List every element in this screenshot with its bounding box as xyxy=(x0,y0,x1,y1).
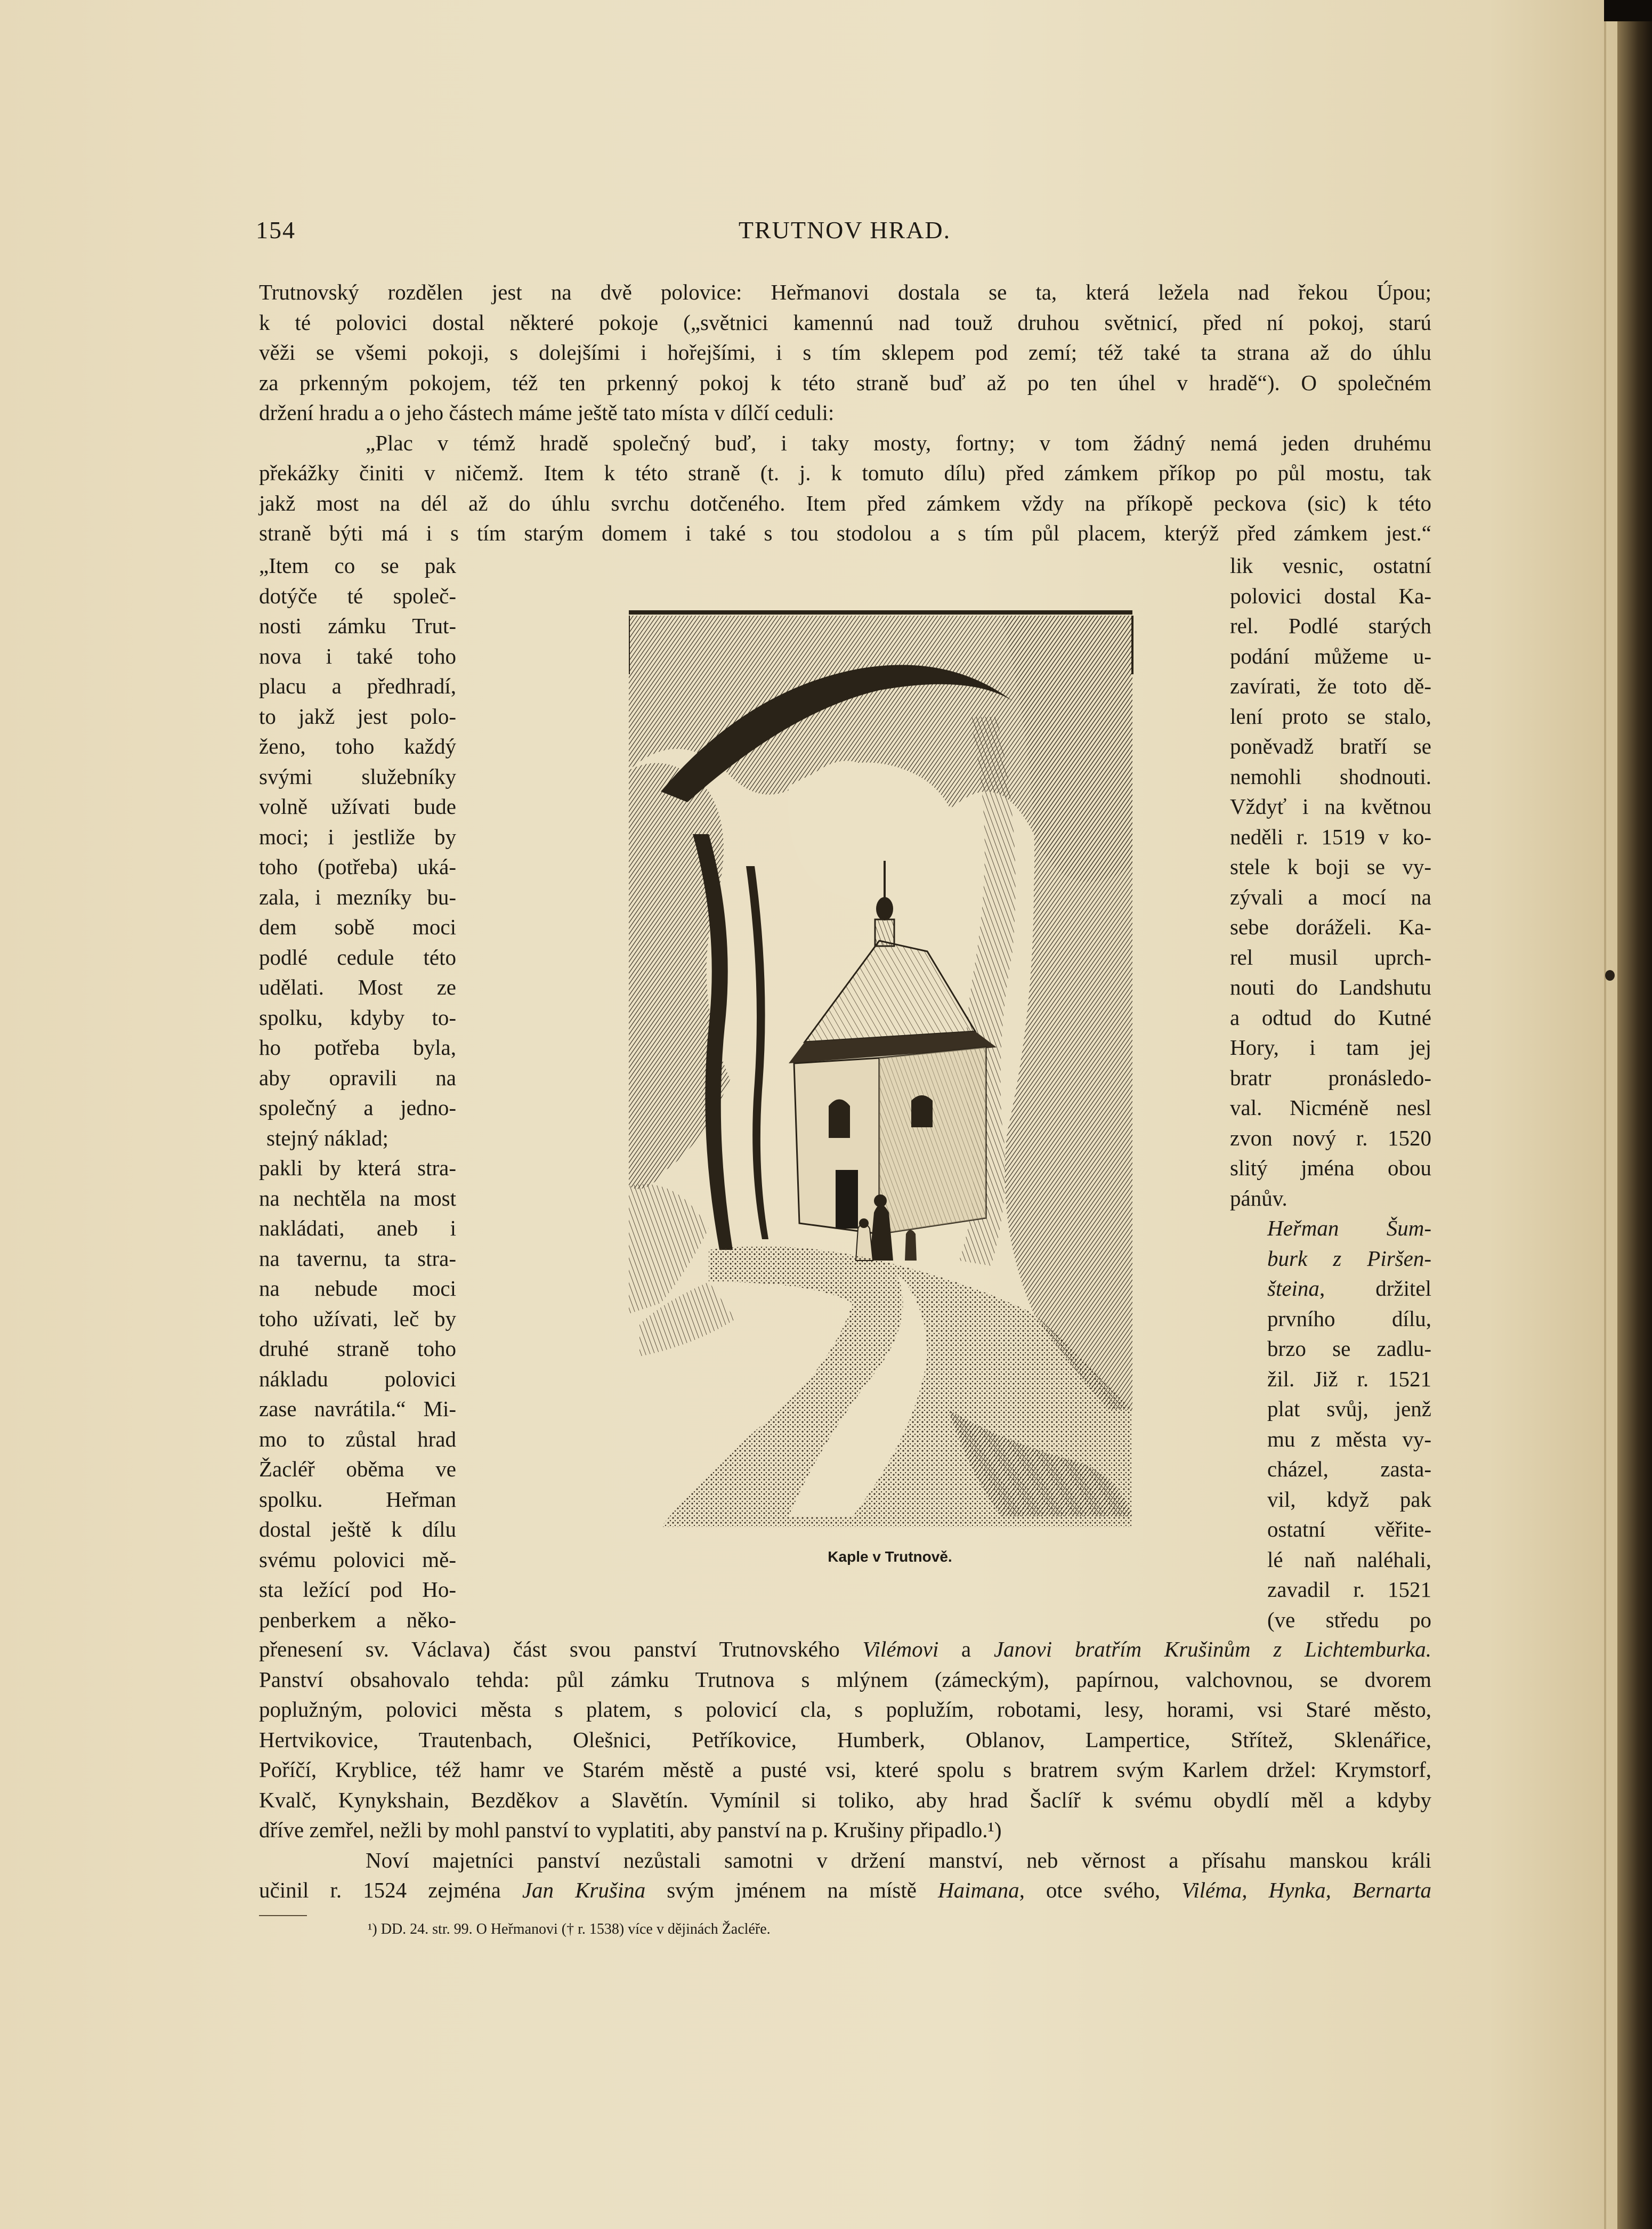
column-line: rel. Podlé starých xyxy=(1230,613,1431,638)
person-name: Jan Krušina xyxy=(522,1878,646,1902)
text-line xyxy=(259,1634,1431,1665)
column-line: (ve středu po xyxy=(1267,1607,1431,1632)
column-line: val. Nicméně nesl xyxy=(1230,1095,1431,1120)
text-run: otce svého, xyxy=(1024,1878,1182,1902)
column-line: vil, když pak xyxy=(1267,1487,1431,1512)
text-run: svým jménem na místě xyxy=(645,1878,938,1902)
column-line: moci; i jestliže by xyxy=(259,824,456,849)
column-line: plat svůj, jenž xyxy=(1267,1396,1431,1421)
column-line: toho (potřeba) uká- xyxy=(259,854,456,879)
column-line: žil. Již r. 1521 xyxy=(1267,1366,1431,1391)
column-line: druhé straně toho xyxy=(259,1336,456,1361)
column-line: dotýče té společ- xyxy=(259,583,456,608)
column-line: nakládati, aneb i xyxy=(259,1216,456,1240)
column-line-italic xyxy=(1230,1213,1431,1243)
column-line: na nechtěla na most xyxy=(259,1185,456,1210)
column-line: lení proto se stalo, xyxy=(1230,704,1431,729)
book-edge xyxy=(1617,0,1652,2229)
column-line: svému polovici mě- xyxy=(259,1547,456,1572)
right-column xyxy=(1230,551,1431,1635)
ink-spot xyxy=(1605,970,1615,981)
text-line: Poříčí, Kryblice, též hamr ve Starém městě a pusté vsi, které spolu s bratrem svým Karlem držel: Krymstorf, xyxy=(259,1757,1431,1782)
column-line: Vždyť i na květnou xyxy=(1230,794,1431,819)
engraving-chapel-illustration xyxy=(629,610,1167,1540)
person-name: Haimana, xyxy=(937,1878,1025,1902)
person-name: burk z Piršen- xyxy=(1267,1246,1431,1271)
column-line: sta ležící pod Ho- xyxy=(259,1577,456,1602)
column-line: penberkem a něko- xyxy=(259,1607,456,1632)
top-paragraph xyxy=(259,277,1431,548)
column-line-italic xyxy=(1230,1243,1431,1274)
column-line: polovici dostal Ka- xyxy=(1230,583,1431,608)
column-text: , držitel xyxy=(1319,1276,1431,1301)
text-line: Panství obsahovalo tehda: půl zámku Trutnova s mlýnem (zámeckým), papírnou, valchovnou, se dvorem xyxy=(259,1667,1431,1692)
column-line: „Item co se pak xyxy=(259,553,456,578)
text-line: držení hradu a o jeho částech máme ještě tato místa v dílčí ceduli: xyxy=(259,400,835,425)
running-title: TRUTNOV HRAD. xyxy=(738,216,951,244)
column-line: sebe doráželi. Ka- xyxy=(1230,915,1431,939)
quote-line: překážky činiti v ničemž. Item k této straně (t. j. k tomuto dílu) před zámkem příkop po půl mostu, tak xyxy=(259,461,1431,485)
person-name: šteina xyxy=(1267,1276,1319,1301)
text-line: věži se všemi pokoji, s dolejšími i hořejšími, i s tím sklepem pod zemí; též také ta strana až do úhlu xyxy=(259,340,1431,365)
column-line: nova i také toho xyxy=(259,643,456,668)
column-line: ostatní věřite- xyxy=(1267,1517,1431,1541)
figure-caption: Kaple v Trutnově. xyxy=(828,1548,952,1565)
column-line: pánův. xyxy=(1230,1185,1287,1210)
column-line: placu a předhradí, xyxy=(259,674,456,698)
page-header xyxy=(256,211,1434,248)
column-line: bratr pronásledo- xyxy=(1230,1065,1431,1090)
column-line: prvního dílu, xyxy=(1267,1306,1431,1331)
text-line: poplužným, polovici města s platem, s polovicí cla, s poplužím, robotami, lesy, horami, vsi Staré město, xyxy=(259,1697,1431,1722)
column-line: lé naň naléhali, xyxy=(1267,1547,1431,1572)
page-fold xyxy=(1604,0,1606,2229)
text-line: Noví majetníci panství nezůstali samotni v držení manství, neb věrnost a přísahu manskou králi xyxy=(366,1847,1431,1872)
column-line: stejný náklad; xyxy=(266,1125,388,1150)
column-line: nouti do Landshutu xyxy=(1230,975,1431,999)
column-line: podání můžeme u- xyxy=(1230,643,1431,668)
column-line: a odtud do Kutné xyxy=(1230,1005,1431,1030)
column-line: pakli by která stra- xyxy=(259,1156,456,1180)
column-line: cházel, zasta- xyxy=(1267,1457,1431,1481)
column-line: dem sobě moci xyxy=(259,915,456,939)
text-line: k té polovici dostal některé pokoje („světnici kamennú nad touž druhou světnicí, před ní pokoj, starú xyxy=(259,310,1431,335)
column-line: ho potřeba byla, xyxy=(259,1035,456,1060)
corner-shadow xyxy=(1604,0,1652,21)
person-name: Janovi bratřím Krušinům z Lichtemburka. xyxy=(993,1637,1431,1661)
column-line: volně užívati bude xyxy=(259,794,456,819)
text-line: za prkenným pokojem, též ten prkenný pokoj k této straně buď až po ten úhel v hradě“). O společném xyxy=(259,370,1431,395)
person-name: Vilémovi xyxy=(862,1637,939,1661)
column-line: ženo, toho každý xyxy=(259,734,456,758)
column-line: nemohli shodnouti. xyxy=(1230,764,1431,789)
column-line: brzo se zadlu- xyxy=(1267,1336,1431,1361)
column-line: nosti zámku Trut- xyxy=(259,613,456,638)
column-line: mu z města vy- xyxy=(1267,1426,1431,1451)
text-line: Trutnovský rozdělen jest na dvě polovice: Heřmanovi dostala se ta, která ležela nad řekou Úpou; xyxy=(259,280,1431,304)
column-line: zavírati, že toto dě- xyxy=(1230,674,1431,698)
column-line: zase navrátila.“ Mi- xyxy=(259,1396,456,1421)
column-line: na nebude moci xyxy=(259,1276,456,1301)
column-line: dostal ještě k dílu xyxy=(259,1517,456,1541)
page-number: 154 xyxy=(256,216,296,244)
footnote: ¹) DD. 24. str. 99. O Heřmanovi († r. 1538) více v dějinách Žacléře. xyxy=(368,1921,771,1937)
column-line: zývali a mocí na xyxy=(1230,884,1431,909)
column-line: zala, i mezníky bu- xyxy=(259,884,456,909)
text-line: dříve zemřel, nežli by mohl panství to vyplatiti, aby panství na p. Krušiny připadlo.¹) xyxy=(259,1818,1002,1842)
column-line: neděli r. 1519 v ko- xyxy=(1230,824,1431,849)
column-line: Žacléř oběma ve xyxy=(259,1457,456,1481)
person-name: Heřman Šum- xyxy=(1267,1216,1431,1240)
column-line: spolku, kdyby to- xyxy=(259,1005,456,1030)
column-line: aby opravili na xyxy=(259,1065,456,1090)
quote-line: jakž most na dél až do úhlu svrchu dotčeného. Item před zámkem vždy na příkopě peckova (sic) k této xyxy=(259,490,1431,515)
text-line: Hertvikovice, Trautenbach, Olešnici, Petříkovice, Humberk, Oblanov, Lampertice, Střítež, Sklenářice, xyxy=(259,1727,1431,1752)
quote-line: „Plac v témž hradě společný buď, i taky mosty, fortny; v tom žádný nemá jeden druhému xyxy=(366,430,1431,455)
text-run: přenesení sv. Václava) část svou panství Trutnovského xyxy=(259,1637,863,1661)
text-line xyxy=(259,1875,1431,1905)
column-line xyxy=(1230,1273,1431,1304)
text-line: Kvalč, Kynykshain, Bezděkov a Slavětín. Vymínil si toliko, aby hrad Šaclíř k svému obydlí měl a kdyby xyxy=(259,1787,1431,1812)
column-line: slitý jména obou xyxy=(1230,1156,1431,1180)
column-line: poněvadž bratří se xyxy=(1230,734,1431,758)
text-run: učinil r. 1524 zejména xyxy=(259,1878,522,1902)
person-name: Viléma, Hynka, Bernarta xyxy=(1181,1878,1431,1902)
column-line: Hory, i tam jej xyxy=(1230,1035,1431,1060)
quote-line: straně býti má i s tím starým domem i také s tou stodolou a s tím půl placem, kterýž před zámkem jest.“ xyxy=(259,521,1431,545)
left-column xyxy=(259,551,456,1635)
column-line: udělati. Most ze xyxy=(259,975,456,999)
column-line: zvon nový r. 1520 xyxy=(1230,1125,1431,1150)
column-line: zavadil r. 1521 xyxy=(1267,1577,1431,1602)
column-line: společný a jedno- xyxy=(259,1095,456,1120)
footnote-rule xyxy=(259,1915,307,1916)
column-line: toho užívati, leč by xyxy=(259,1306,456,1331)
column-line: na tavernu, ta stra- xyxy=(259,1246,456,1271)
column-line: stele k boji se vy- xyxy=(1230,854,1431,879)
column-line: podlé cedule této xyxy=(259,944,456,970)
column-line: mo to zůstal hrad xyxy=(259,1426,456,1451)
bottom-paragraph xyxy=(259,1634,1431,1905)
column-line: lik vesnic, ostatní xyxy=(1230,553,1431,578)
column-line: rel musil uprch- xyxy=(1230,944,1431,970)
column-line: nákladu polovici xyxy=(259,1366,456,1391)
column-line: to jakž jest polo- xyxy=(259,704,456,729)
column-line: spolku. Heřman xyxy=(259,1487,456,1512)
text-run: a xyxy=(938,1637,994,1661)
column-line: svými služebníky xyxy=(259,764,456,789)
